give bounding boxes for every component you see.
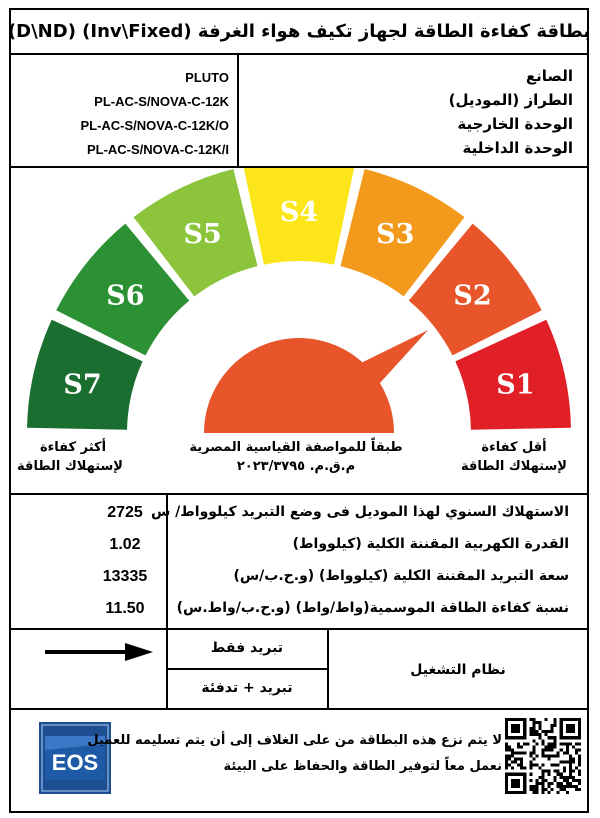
- divider: [167, 668, 327, 670]
- gauge-label-s3: S3: [376, 218, 415, 250]
- stat-label-annual-consumption: الاستهلاك السنوي لهذا الموديل فى وضع التبريد كيلوواط/ س: [150, 504, 569, 520]
- energy-label: [9, 8, 589, 813]
- stat-value-power: 1.02: [109, 536, 141, 553]
- gauge-label-s1: S1: [496, 369, 535, 401]
- less-efficient-caption: أقل كفاءة لإستهلاك الطاقة: [461, 440, 567, 474]
- stat-label-power: القدرة الكهربية المقننة الكلية (كيلوواط): [292, 536, 569, 552]
- stat-label-capacity: سعة التبريد المقننة الكلية (كيلوواط) (و.ح.ب/س): [233, 568, 569, 584]
- divider: [11, 53, 587, 55]
- stat-value-seer: 11.50: [105, 600, 145, 617]
- mode-cooling-only: تبريد فقط: [210, 640, 284, 656]
- footer-notice: لا يتم نزع هذه البطاقة من على الغلاف إلى أن يتم تسليمه للعميل: [87, 733, 502, 748]
- stat-label-seer: نسبة كفاءة الطاقة الموسمية(واط/واط) (و.ح.ب/واط.س): [176, 600, 569, 616]
- divider: [11, 493, 587, 495]
- divider: [11, 628, 587, 630]
- arrow-right-icon: [45, 642, 155, 662]
- footer-slogan: نعمل معاً لتوفير الطاقة والحفاظ على البيئة: [223, 759, 502, 774]
- spec-label-outdoor: الوحدة الخارجية: [457, 115, 573, 133]
- label-title: بطاقة كفاءة الطاقة لجهاز تكيف هواء الغرفة (Inv\Fixed) (D\ND): [7, 21, 591, 42]
- gauge-label-s5: S5: [183, 218, 222, 250]
- svg-text:EOS: EOS: [51, 750, 99, 775]
- spec-label-model: الطراز (الموديل): [448, 91, 573, 109]
- stat-value-capacity: 13335: [102, 568, 148, 585]
- gauge-label-s6: S6: [106, 280, 145, 312]
- spec-label-manufacturer: الصانع: [525, 67, 573, 85]
- gauge-label-s4: S4: [279, 197, 319, 228]
- spec-value-outdoor: PL-AC-S/NOVA-C-12K/O: [80, 118, 229, 133]
- more-efficient-caption: أكثر كفاءة لإستهلاك الطاقة: [17, 440, 123, 474]
- spec-value-manufacturer: PLUTO: [185, 70, 229, 85]
- divider: [11, 708, 587, 710]
- divider: [237, 54, 239, 166]
- spec-label-indoor: الوحدة الداخلية: [462, 139, 573, 157]
- gauge-label-s7: S7: [63, 369, 102, 401]
- standard-caption: طبقاً للمواصفة القياسية المصرية م.ق.م. ٢٠٢٣/٣٧٩٥: [189, 440, 403, 474]
- operation-mode-label: نظام التشغيل: [410, 662, 506, 678]
- gauge-label-s2: S2: [453, 280, 492, 312]
- qr-code: [505, 718, 581, 794]
- spec-value-indoor: PL-AC-S/NOVA-C-12K/I: [86, 142, 229, 157]
- spec-value-model: PL-AC-S/NOVA-C-12K: [94, 94, 229, 109]
- stat-value-annual-consumption: 2725: [107, 504, 143, 521]
- gauge-needle: [204, 330, 428, 433]
- mode-cooling-heating: تبريد + تدفئة: [201, 680, 293, 696]
